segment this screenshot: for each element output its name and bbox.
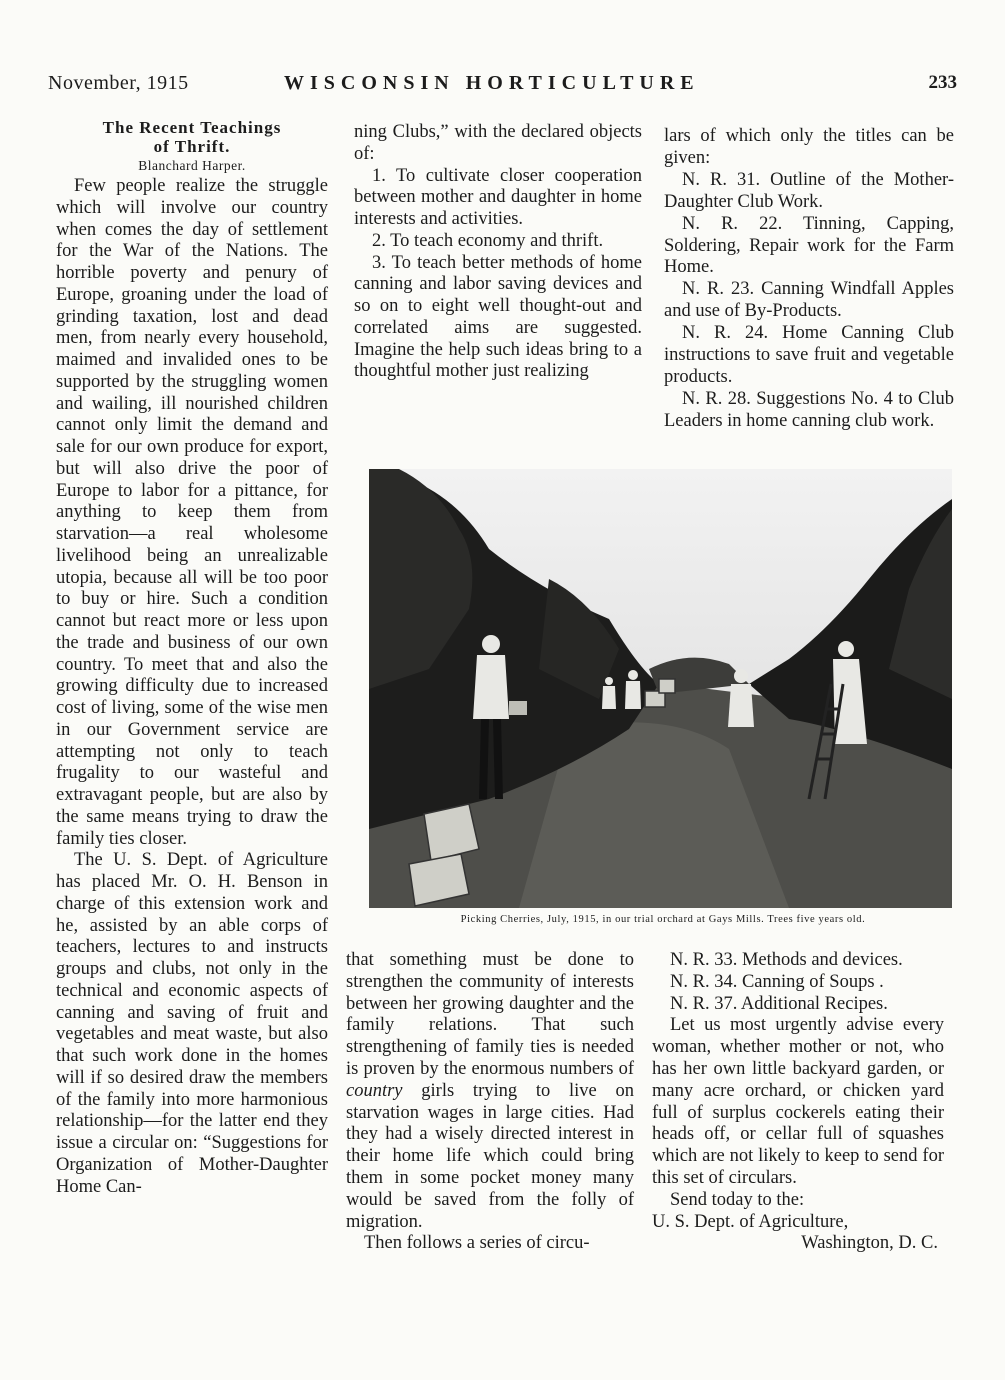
circular-item: N. R. 24. Home Canning Club instructions to save fruit and vegetable products.	[664, 323, 954, 387]
address-line: Washington, D. C.	[801, 1233, 938, 1254]
address-line: U. S. Dept. of Agriculture,	[652, 1211, 849, 1232]
column-2-bottom	[346, 950, 634, 1255]
column-3-bottom	[652, 950, 944, 1255]
circular-item: N. R. 28. Suggestions No. 4 to Club Leaders in home canning club work.	[664, 388, 954, 431]
running-header	[0, 72, 1005, 102]
article-title-line-1: The Recent Teachings	[102, 118, 282, 137]
column-1	[56, 118, 328, 1198]
circular-item: N. R. 37. Additional Recipes.	[670, 993, 888, 1014]
circular-item: N. R. 22. Tinning, Capping, Soldering, Repair work for the Farm Home.	[664, 213, 954, 278]
paragraph: The U. S. Dept. of Agriculture has placed Mr. O. H. Benson in charge of this extension work and he, assisted by an able corps of teachers, lectures to and instructs groups and clubs, not only in the technical and economic aspects of canning and saving of fruit and vegetables and meat waste, but also that such work done in the homes will if so desired draw the members of the family into more harmonious relationship—for the latter end they issue a circular on: “Suggestions for Organization of Mother-Daughter Home Can-	[56, 850, 328, 1197]
paragraph: lars of which only the titles can be given:	[664, 126, 954, 168]
list-item: 3. To teach better methods of home canning and labor saving devices and so on to eight well thought-out and correlated aims are suggested. Imagine the help such ideas bring to a thoughtful mother just realizing	[354, 252, 642, 382]
paragraph: Few people realize the struggle which will involve our country when comes the day of settlement for the War of the Nations. The horrible poverty and penury of Europe, groaning under the load of grinding taxation, lost and dead men, from nearly every household, maimed and invalided ones to be supported by the struggling women and wailing, ill nourished children cannot only limit the demand and sale for our own produce for export, but will also drive the poor of Europe to labor for a pittance, for anything to keep them from starvation—a real wholesome livelihood being an unrealizable utopia, because all will be too poor to buy or hire. Such a condition cannot but react more or less upon the trade and business of our own country. To meet that and also the growing difficulty due to increased cost of living, some of the wise men in our Government service are attempting not only to teach frugality to our wasteful and extravagant people, but are also by the same means trying to draw the family ties closer.	[56, 176, 328, 849]
journal-title: WISCONSIN HORTICULTURE	[284, 72, 700, 94]
orchard-photo	[369, 469, 952, 908]
paragraph: ning Clubs,” with the declared objects of:	[354, 122, 642, 164]
list-item: 1. To cultivate closer cooperation between mother and daughter in home interests and activities.	[354, 165, 642, 229]
issue-date: November, 1915	[48, 72, 189, 94]
article-author: Blanchard Harper.	[138, 158, 246, 173]
column-2-top	[354, 122, 642, 383]
circular-item: N. R. 23. Canning Windfall Apples and use of By-Products.	[664, 279, 954, 322]
article-title-line-2: of Thrift.	[153, 137, 231, 156]
paragraph	[346, 950, 634, 1233]
photo-caption: Picking Cherries, July, 1915, in our trial orchard at Gays Mills. Trees five years old.	[460, 914, 866, 925]
paragraph-text: that something must be done to strengthen the community of interests between her growing daughter and the family relations. That such strengthening of family ties is needed is proven by the enormous numbers of	[346, 950, 634, 1079]
paragraph: Let us most urgently advise every woman, whether mother or not, who has her own little backyard garden, or many acre orchard, or chicken yard full of surplus cockerels eating their heads off, or cellar full of squashes which are not likely to keep to send for this set of circulars.	[652, 1015, 944, 1188]
list-item: 2. To teach economy and thrift.	[372, 230, 604, 251]
italic-word: country	[346, 1080, 403, 1101]
paragraph: Then follows a series of circu-	[364, 1233, 590, 1254]
page-number: 233	[928, 72, 957, 93]
address-line: Send today to the:	[670, 1189, 805, 1210]
paragraph-text: girls trying to live on starvation wages in large cities. Had they had a wisely directed interest in their home life which could bring them in some pocket money many would be saved from the folly of migration.	[346, 1080, 635, 1232]
column-3-top	[664, 126, 954, 433]
circular-item: N. R. 34. Canning of Soups .	[670, 971, 884, 992]
circular-item: N. R. 31. Outline of the Mother-Daughter Club Work.	[664, 169, 954, 212]
circular-item: N. R. 33. Methods and devices.	[670, 950, 903, 970]
